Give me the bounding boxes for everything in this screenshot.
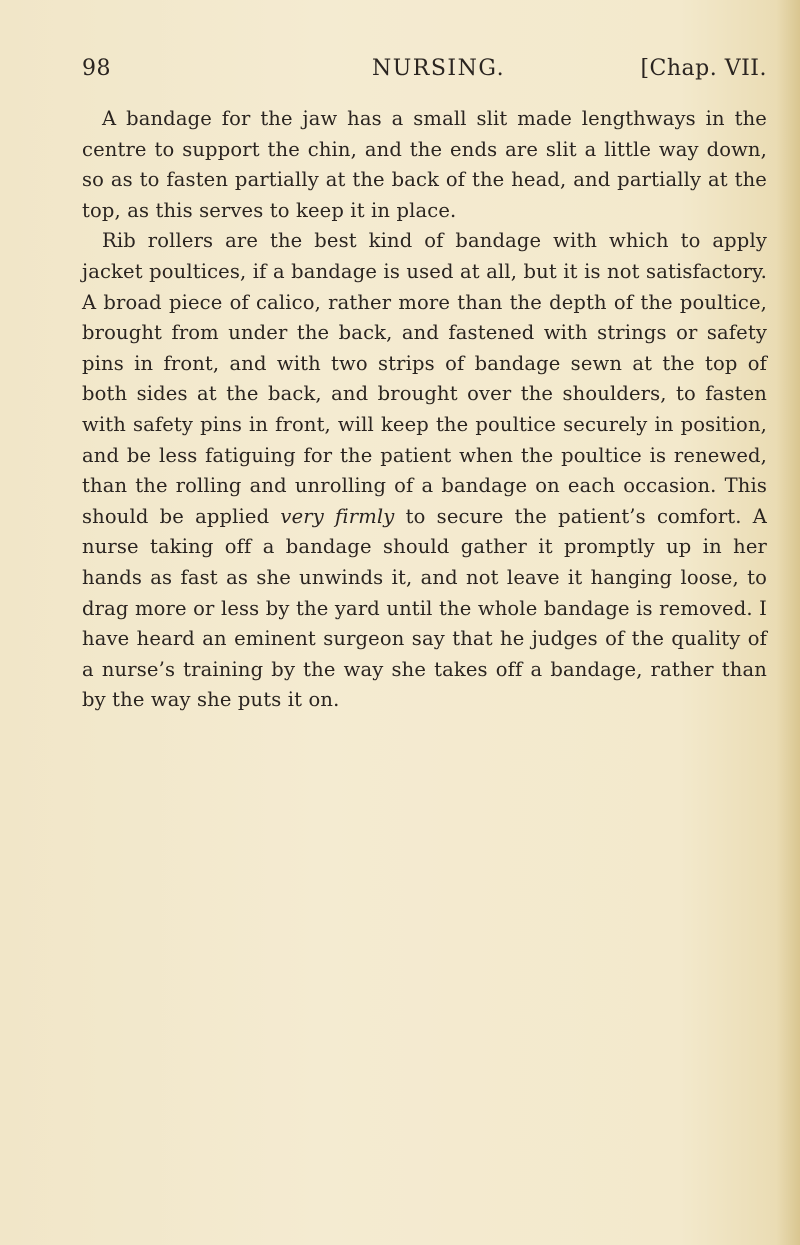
- paragraph-rib-rollers: [82, 226, 767, 716]
- paragraph-text-before-emphasis: Rib rollers are the best kind of bandage with which to apply jacket poultices, if a bandage is used at all, but it is not satisfactory. A broad piece of calico, rather more than the depth of the poultice, brought from under the back, and fastened with strings or safety pins in front, and with two strips of bandage sewn at the top of both sides at the back, and brought over the shoulders, to fasten with safety pins in front, will keep the poultice securely in position, and be less fatiguing for the patient when the poultice is renewed, than the rolling and unrolling of a bandage on each occasion. This should be applied: [82, 229, 767, 528]
- chapter-reference: [Chap. VII.: [640, 56, 767, 81]
- running-title: NURSING.: [372, 56, 506, 81]
- page-number: 98: [82, 56, 111, 81]
- body-text: [82, 104, 767, 716]
- paragraph-text-after-emphasis: to secure the patient’s comfort. A nurse taking off a bandage should gather it promptly up in her hands as fast as she unwinds it, and not leave it hanging loose, to drag more or less by the yard until the whole bandage is removed. I have heard an eminent surgeon say that he judges of the quality of a nurse’s training by the way she takes off a bandage, rather than by the way she puts it on.: [82, 504, 768, 712]
- running-header: [82, 56, 767, 86]
- paragraph-jaw-bandage: A bandage for the jaw has a small slit made lengthways in the centre to support the chin, and the ends are slit a little way down, so as to fasten partially at the back of the head, and partially at the top, as this serves to keep it in place.: [82, 107, 767, 222]
- emphasis-very-firmly: very firmly: [280, 504, 395, 528]
